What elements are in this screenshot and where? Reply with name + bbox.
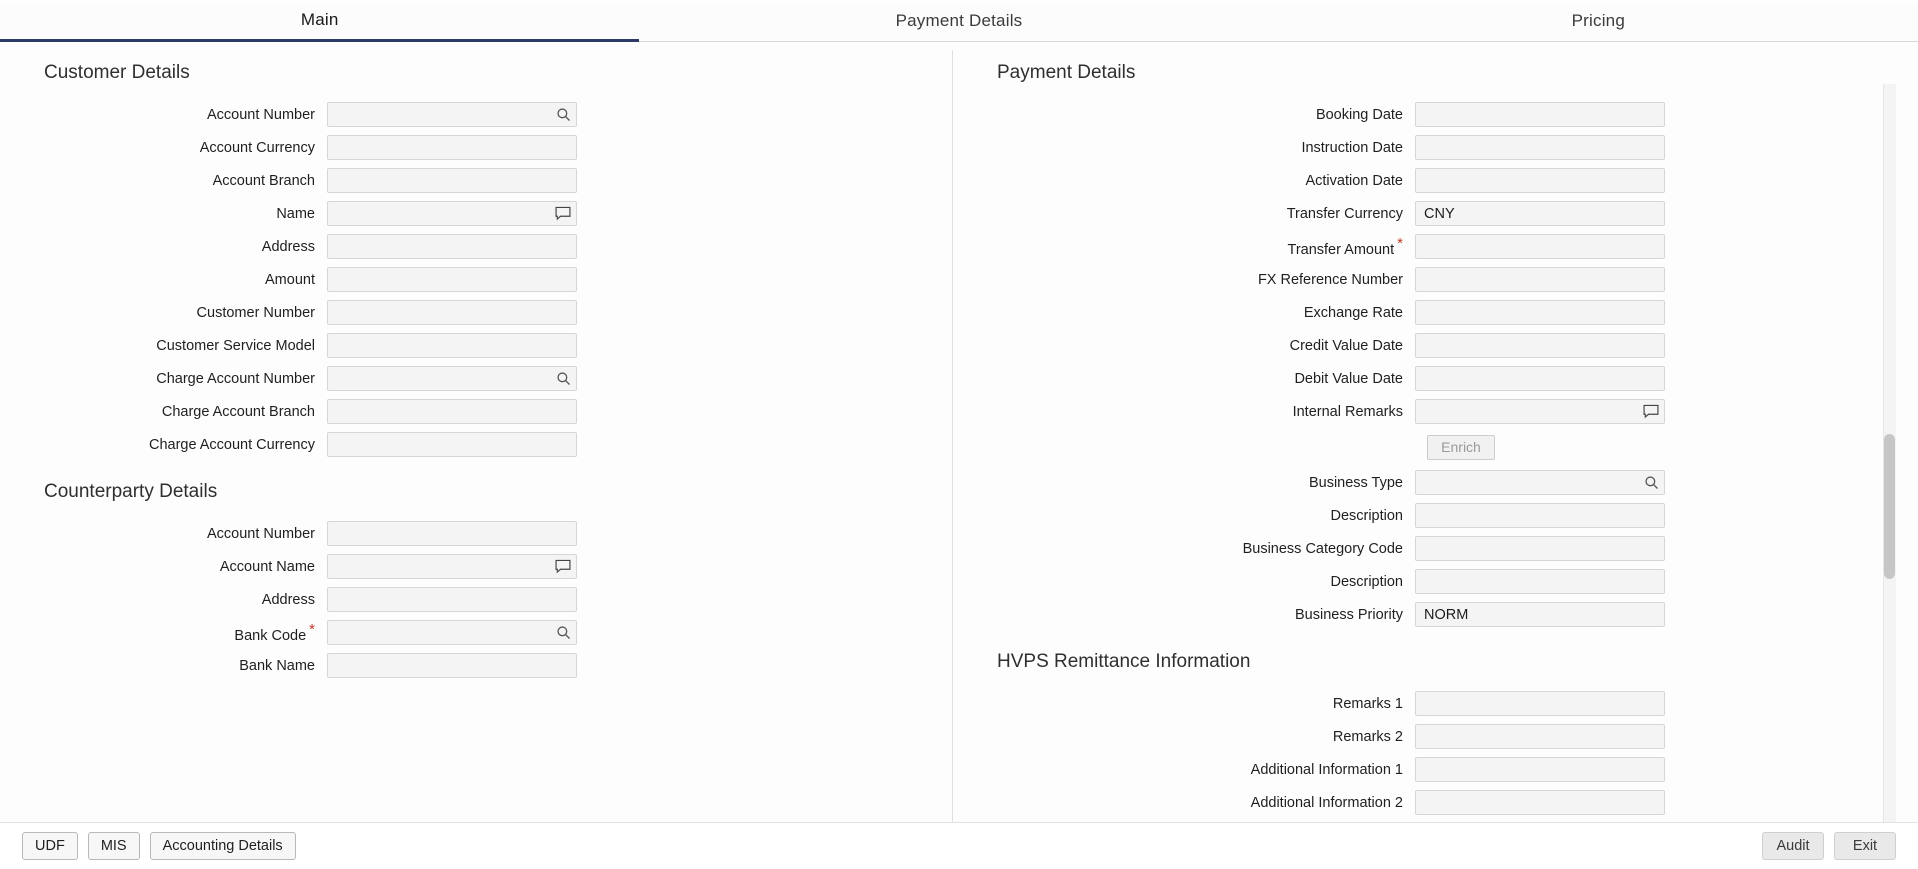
field-wrapper	[1415, 168, 1665, 193]
footer-button-exit[interactable]: Exit	[1834, 832, 1896, 860]
field-label-text: Description	[1330, 507, 1403, 524]
text-input[interactable]	[1416, 169, 1664, 192]
field-label	[22, 592, 327, 608]
counterparty-details-title: Counterparty Details	[44, 481, 218, 502]
field-wrapper	[1415, 757, 1665, 782]
field-label	[975, 236, 1415, 258]
text-input[interactable]	[1416, 791, 1664, 814]
form-row	[975, 362, 1893, 395]
text-input[interactable]	[328, 235, 576, 258]
search-icon[interactable]	[1643, 475, 1659, 491]
field-label-text: Customer Number	[196, 304, 315, 321]
form-row	[22, 583, 952, 616]
field-label-text: Transfer Amount	[1287, 241, 1395, 258]
field-label	[22, 305, 327, 321]
hvps-remittance-title: HVPS Remittance Information	[997, 651, 1251, 672]
form-row	[22, 362, 952, 395]
payment-details-title: Payment Details	[997, 62, 1136, 83]
field-label	[975, 404, 1415, 420]
footer-button-accounting-details[interactable]: Accounting Details	[150, 832, 296, 860]
field-wrapper	[1415, 536, 1665, 561]
field-label-text: Account Number	[207, 106, 315, 123]
footer-button-audit[interactable]: Audit	[1762, 832, 1824, 860]
field-wrapper	[1415, 691, 1665, 716]
search-icon[interactable]	[555, 371, 571, 387]
tab-payment-details-label: Payment Details	[895, 11, 1023, 30]
field-label	[975, 475, 1415, 491]
text-input[interactable]	[328, 103, 576, 126]
text-input[interactable]	[1416, 504, 1664, 527]
field-label-text: Additional Information 1	[1250, 761, 1403, 778]
text-input[interactable]	[1416, 367, 1664, 390]
text-input[interactable]	[1416, 268, 1664, 291]
footer-toolbar	[0, 822, 1918, 869]
field-label-text: Amount	[265, 271, 315, 288]
field-label-text: Account Name	[219, 558, 315, 575]
footer-button-udf[interactable]: UDF	[22, 832, 78, 860]
field-label	[975, 607, 1415, 623]
text-input[interactable]	[1416, 103, 1664, 126]
text-input[interactable]	[1416, 570, 1664, 593]
field-label	[975, 107, 1415, 123]
text-input[interactable]	[1416, 301, 1664, 324]
field-label-text: Charge Account Number	[156, 370, 315, 387]
field-label	[975, 541, 1415, 557]
field-label	[22, 272, 327, 288]
footer-right-buttons	[1752, 832, 1896, 860]
form-row	[22, 197, 952, 230]
field-label-text: Additional Information 2	[1250, 794, 1403, 811]
form-row	[22, 550, 952, 583]
field-wrapper	[1415, 602, 1665, 627]
right-pane	[953, 42, 1893, 822]
text-input[interactable]	[1416, 235, 1664, 258]
text-input[interactable]	[328, 654, 576, 677]
text-input[interactable]	[328, 433, 576, 456]
field-label	[22, 173, 327, 189]
field-wrapper	[1415, 724, 1665, 749]
search-icon[interactable]	[555, 625, 571, 641]
field-label-text: Business Type	[1308, 474, 1403, 491]
field-label	[975, 729, 1415, 745]
form-content	[22, 42, 1896, 822]
form-row	[22, 98, 952, 131]
field-wrapper	[1415, 102, 1665, 127]
field-label-text: Account Currency	[199, 139, 315, 156]
field-wrapper	[327, 102, 577, 127]
form-row	[22, 517, 952, 550]
field-label-text: Debit Value Date	[1294, 370, 1403, 387]
text-input[interactable]	[328, 555, 576, 578]
comment-icon[interactable]	[555, 559, 571, 575]
field-label	[975, 762, 1415, 778]
field-label	[22, 622, 327, 644]
hvps-remittance-group	[975, 687, 1893, 819]
field-wrapper	[327, 267, 577, 292]
tab-pricing-label: Pricing	[1571, 11, 1625, 30]
tab-pricing[interactable]	[1279, 0, 1918, 42]
field-label	[22, 437, 327, 453]
field-wrapper	[1415, 569, 1665, 594]
field-label-text: Charge Account Currency	[148, 436, 315, 453]
form-row	[22, 428, 952, 461]
enrich-row	[975, 428, 1893, 466]
customer-details-title: Customer Details	[44, 62, 190, 83]
form-row	[975, 131, 1893, 164]
field-label-text: Account Branch	[212, 172, 315, 189]
field-label-text: Remarks 1	[1332, 695, 1403, 712]
text-input[interactable]	[328, 367, 576, 390]
text-input[interactable]	[328, 522, 576, 545]
field-wrapper	[1415, 267, 1665, 292]
tab-main[interactable]	[0, 0, 639, 42]
text-input[interactable]	[1416, 136, 1664, 159]
field-label-text: Activation Date	[1305, 172, 1403, 189]
top-strip	[0, 0, 1918, 3]
field-wrapper	[327, 168, 577, 193]
field-label-text: Business Category Code	[1242, 540, 1403, 557]
field-wrapper	[327, 620, 577, 645]
field-label-text: Remarks 2	[1332, 728, 1403, 745]
field-label	[22, 404, 327, 420]
text-input[interactable]	[1416, 725, 1664, 748]
field-label-text: Business Priority	[1295, 606, 1403, 623]
scrollbar-thumb[interactable]	[1884, 434, 1895, 579]
form-row	[22, 263, 952, 296]
field-label	[22, 526, 327, 542]
field-label-text: FX Reference Number	[1257, 271, 1403, 288]
field-label-text: Address	[261, 591, 315, 608]
form-row	[975, 296, 1893, 329]
form-row	[975, 98, 1893, 131]
field-wrapper	[1415, 470, 1665, 495]
field-wrapper	[327, 521, 577, 546]
field-label-text: Name	[276, 205, 315, 222]
field-wrapper	[327, 300, 577, 325]
field-label	[975, 795, 1415, 811]
footer-button-mis[interactable]: MIS	[88, 832, 140, 860]
text-input[interactable]	[328, 268, 576, 291]
text-input[interactable]	[328, 588, 576, 611]
field-wrapper	[1415, 135, 1665, 160]
form-row	[22, 649, 952, 682]
field-wrapper	[327, 653, 577, 678]
field-wrapper	[1415, 790, 1665, 815]
text-input[interactable]	[1416, 471, 1664, 494]
field-wrapper	[327, 366, 577, 391]
field-wrapper	[1415, 366, 1665, 391]
form-row	[975, 687, 1893, 720]
field-label	[22, 206, 327, 222]
field-label-text: Charge Account Branch	[161, 403, 315, 420]
counterparty-details-group	[22, 517, 952, 682]
field-wrapper	[327, 554, 577, 579]
text-input[interactable]	[1416, 334, 1664, 357]
field-label	[975, 508, 1415, 524]
field-label-text: Internal Remarks	[1292, 403, 1403, 420]
form-row	[22, 131, 952, 164]
field-wrapper	[327, 587, 577, 612]
field-wrapper	[327, 333, 577, 358]
field-label	[22, 559, 327, 575]
form-row	[975, 598, 1893, 631]
form-row	[22, 164, 952, 197]
form-row	[22, 616, 952, 649]
tab-bar	[0, 0, 1918, 42]
field-label	[22, 338, 327, 354]
field-label-text: Address	[261, 238, 315, 255]
text-input[interactable]	[328, 334, 576, 357]
text-input[interactable]	[328, 301, 576, 324]
form-row	[975, 786, 1893, 819]
field-label	[22, 107, 327, 123]
field-label-text: Credit Value Date	[1289, 337, 1403, 354]
form-row	[975, 466, 1893, 499]
form-row	[975, 753, 1893, 786]
text-input[interactable]	[328, 136, 576, 159]
field-label	[975, 272, 1415, 288]
tab-main-label: Main	[300, 9, 339, 29]
field-wrapper	[1415, 399, 1665, 424]
form-row	[22, 296, 952, 329]
form-row	[975, 329, 1893, 362]
required-indicator: *	[1397, 234, 1403, 252]
field-label	[975, 574, 1415, 590]
form-row	[975, 230, 1893, 263]
text-input[interactable]	[1416, 202, 1664, 225]
text-input[interactable]	[328, 202, 576, 225]
form-row	[975, 532, 1893, 565]
field-label	[975, 696, 1415, 712]
field-label-text: Booking Date	[1315, 106, 1403, 123]
field-wrapper	[1415, 234, 1665, 259]
field-label-text: Customer Service Model	[156, 337, 315, 354]
comment-icon[interactable]	[555, 206, 571, 222]
customer-details-group	[22, 98, 952, 461]
form-row	[975, 395, 1893, 428]
field-label	[975, 173, 1415, 189]
text-input[interactable]	[1416, 400, 1664, 423]
field-label	[975, 371, 1415, 387]
form-row	[22, 329, 952, 362]
text-input[interactable]	[328, 169, 576, 192]
field-wrapper	[1415, 201, 1665, 226]
footer-left-buttons	[22, 832, 306, 860]
field-wrapper	[327, 135, 577, 160]
field-label	[975, 206, 1415, 222]
text-input[interactable]	[1416, 603, 1664, 626]
field-label-text: Transfer Currency	[1286, 205, 1403, 222]
field-label	[22, 140, 327, 156]
form-row	[975, 197, 1893, 230]
form-row	[975, 263, 1893, 296]
field-label	[22, 658, 327, 674]
tab-payment-details[interactable]	[639, 0, 1278, 42]
form-row	[22, 230, 952, 263]
form-row	[975, 565, 1893, 598]
field-wrapper	[1415, 300, 1665, 325]
field-label	[22, 239, 327, 255]
field-label-text: Instruction Date	[1301, 139, 1403, 156]
required-indicator: *	[309, 620, 315, 638]
field-wrapper	[1415, 503, 1665, 528]
field-label-text: Description	[1330, 573, 1403, 590]
field-label	[975, 338, 1415, 354]
field-wrapper	[327, 432, 577, 457]
field-label-text: Bank Code	[234, 627, 307, 644]
field-wrapper	[327, 234, 577, 259]
field-wrapper	[1415, 333, 1665, 358]
field-label-text: Account Number	[207, 525, 315, 542]
form-row	[22, 395, 952, 428]
field-wrapper	[327, 399, 577, 424]
field-label-text: Bank Name	[239, 657, 315, 674]
comment-icon[interactable]	[1643, 404, 1659, 420]
enrich-button[interactable]: Enrich	[1427, 435, 1495, 460]
text-input[interactable]	[1416, 692, 1664, 715]
search-icon[interactable]	[555, 107, 571, 123]
field-label	[22, 371, 327, 387]
field-label-text: Exchange Rate	[1303, 304, 1403, 321]
payment-details-group-bottom	[975, 466, 1893, 631]
field-label	[975, 140, 1415, 156]
form-row	[975, 499, 1893, 532]
payment-details-group-top	[975, 98, 1893, 428]
left-pane	[22, 42, 952, 822]
text-input[interactable]	[1416, 537, 1664, 560]
vertical-scrollbar[interactable]	[1883, 84, 1896, 864]
text-input[interactable]	[1416, 758, 1664, 781]
form-row	[975, 164, 1893, 197]
field-wrapper	[327, 201, 577, 226]
text-input[interactable]	[328, 621, 576, 644]
form-row	[975, 720, 1893, 753]
text-input[interactable]	[328, 400, 576, 423]
field-label	[975, 305, 1415, 321]
